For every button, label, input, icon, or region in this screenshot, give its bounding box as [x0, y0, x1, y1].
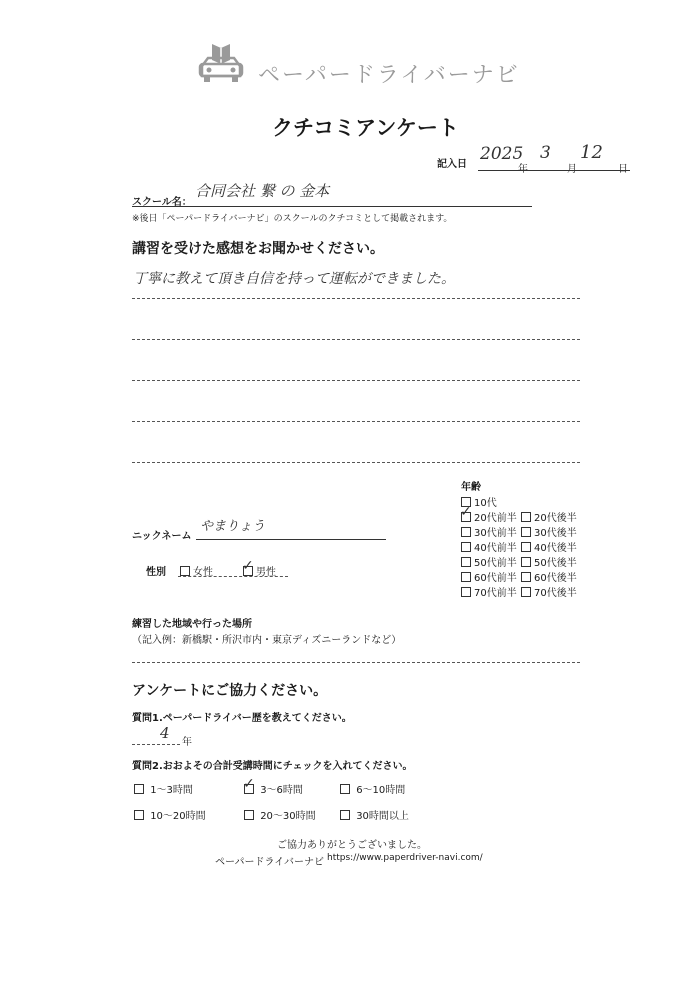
q2-1-3h-checkbox[interactable] [134, 784, 144, 794]
age-label: 年齢 [461, 482, 481, 493]
school-note: ※後日「ペーパードライバーナビ」のスクールのクチコミとして掲載されます。 [132, 214, 453, 224]
gender-male-checkbox[interactable] [242, 557, 254, 576]
age-70s-late-checkbox[interactable] [521, 587, 531, 597]
impressions-answer: 丁寧に教えて頂き自信を持って運転ができました。 [133, 271, 455, 287]
check-mark-icon: ✓ [242, 557, 254, 574]
q2-option-label: 1〜3時間 [150, 785, 193, 796]
age-50s-early-checkbox[interactable] [461, 557, 471, 567]
age-option-label: 70代前半 [474, 588, 517, 599]
footer-url[interactable]: https://www.paperdriver-navi.com/ [327, 853, 483, 863]
area-example: （記入例：新橋駅・所沢市内・東京ディズニーランドなど） [132, 635, 402, 646]
entry-year-unit: 年 [518, 164, 528, 175]
q2-option-10-20h [134, 807, 206, 822]
survey-heading: アンケートにご協力ください。 [132, 683, 328, 699]
entry-month: 3 [540, 143, 551, 163]
entry-date-label: 記入日 [437, 159, 467, 170]
entry-month-unit: 月 [567, 164, 577, 175]
age-40s-late-checkbox[interactable] [521, 542, 531, 552]
age-option-label: 40代後半 [534, 543, 577, 554]
age-60s-early-checkbox[interactable] [461, 572, 471, 582]
entry-date-underline [478, 170, 630, 171]
age-row-30s [461, 524, 577, 539]
age-60s-late-checkbox[interactable] [521, 572, 531, 582]
survey-question-1: 質問1.ペーパードライバー歴を教えてください。 [132, 713, 352, 724]
car-book-logo-icon [196, 40, 246, 86]
gender-label: 性別 [146, 567, 166, 578]
age-row-40s [461, 539, 577, 554]
q2-option-20-30h [244, 807, 316, 822]
q2-option-label: 6〜10時間 [356, 785, 406, 796]
q2-30h-plus-checkbox[interactable] [340, 810, 350, 820]
age-40s-early-checkbox[interactable] [461, 542, 471, 552]
q2-3-6h-checkbox[interactable] [243, 775, 255, 794]
q2-option-label: 20〜30時間 [260, 811, 316, 822]
answer-line-2 [132, 339, 580, 340]
age-row-70s [461, 584, 577, 599]
school-label: スクール名： [132, 197, 192, 208]
page-title: クチコミアンケート [272, 116, 459, 140]
q2-option-label: 10〜20時間 [150, 811, 206, 822]
age-options [461, 494, 577, 599]
age-option-label: 30代後半 [534, 528, 577, 539]
gender-underline [178, 576, 288, 577]
check-mark-icon: ✓ [243, 775, 255, 792]
age-50s-late-checkbox[interactable] [521, 557, 531, 567]
age-option-label: 70代後半 [534, 588, 577, 599]
age-option-label: 50代前半 [474, 558, 517, 569]
entry-day: 12 [580, 142, 603, 163]
q2-6-10h-checkbox[interactable] [340, 784, 350, 794]
q1-answer-value: 4 [160, 724, 170, 742]
q2-10-20h-checkbox[interactable] [134, 810, 144, 820]
survey-question-2: 質問2.おおよその合計受講時間にチェックを入れてください。 [132, 761, 413, 772]
age-30s-late-checkbox[interactable] [521, 527, 531, 537]
age-option-label: 20代前半 [474, 513, 517, 524]
age-20s-early-checkbox[interactable] [460, 503, 472, 522]
age-row-10s [461, 494, 577, 509]
q2-option-label: 3〜6時間 [260, 785, 303, 796]
nickname-label: ニックネーム [132, 531, 192, 542]
age-option-label: 20代後半 [534, 513, 577, 524]
entry-day-unit: 日 [618, 164, 628, 175]
nickname-underline [196, 539, 386, 540]
q2-20-30h-checkbox[interactable] [244, 810, 254, 820]
q2-option-3-6h [243, 775, 303, 796]
answer-line-4 [132, 421, 580, 422]
q2-option-6-10h [340, 781, 405, 796]
gender-female-checkbox[interactable] [180, 566, 190, 576]
footer-thanks: ご協力ありがとうございました。 [277, 840, 427, 851]
age-option-label: 40代前半 [474, 543, 517, 554]
impressions-heading: 講習を受けた感想をお聞かせください。 [132, 241, 384, 257]
age-30s-early-checkbox[interactable] [461, 527, 471, 537]
area-answer-line [132, 662, 580, 663]
age-20s-late-checkbox[interactable] [521, 512, 531, 522]
age-option-label: 60代後半 [534, 573, 577, 584]
gender-male-label: 男性 [256, 567, 276, 578]
footer-brand: ペーパードライバーナビ [215, 857, 324, 868]
age-option-label: 10代 [474, 498, 497, 509]
age-option-label: 60代前半 [474, 573, 517, 584]
gender-female-label: 女性 [193, 567, 213, 578]
age-row-50s [461, 554, 577, 569]
answer-line-5 [132, 462, 580, 463]
entry-year: 2025 [480, 144, 524, 164]
brand-name: ペーパードライバーナビ [258, 63, 520, 88]
age-option-label: 50代後半 [534, 558, 577, 569]
check-mark-icon: ✓ [460, 503, 472, 520]
q2-option-1-3h [134, 781, 193, 796]
q1-answer-line [132, 744, 180, 745]
age-70s-early-checkbox[interactable] [461, 587, 471, 597]
q2-option-30h-plus [340, 807, 409, 822]
q2-option-label: 30時間以上 [356, 811, 409, 822]
area-label: 練習した地域や行った場所 [132, 619, 252, 630]
q1-answer-unit: 年 [182, 737, 192, 748]
age-option-label: 30代前半 [474, 528, 517, 539]
answer-line-1 [132, 298, 580, 299]
nickname-value: やまりょう [200, 519, 266, 534]
school-underline [132, 206, 532, 207]
answer-line-3 [132, 380, 580, 381]
age-row-60s [461, 569, 577, 584]
school-name-value: 合同会社 繋 の 金本 [195, 182, 330, 200]
